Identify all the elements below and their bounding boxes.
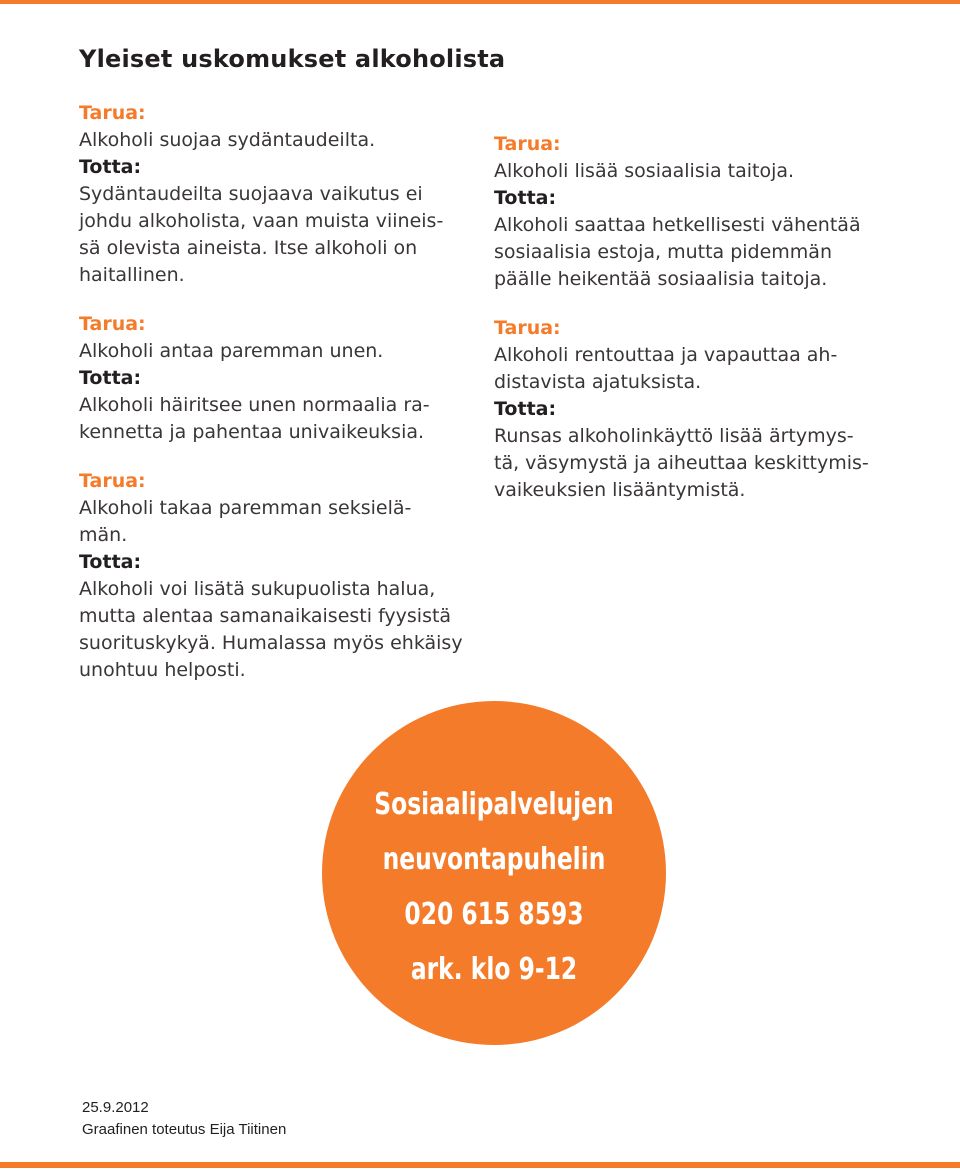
myth-label: Tarua: <box>79 313 146 335</box>
footer-date: 25.9.2012 <box>82 1099 149 1116</box>
fact-text: Alkoholi häiritsee unen normaalia ra- kennetta ja pahentaa univaikeuksia. <box>79 394 430 443</box>
fact-label: Totta: <box>79 551 142 573</box>
fact-text: Alkoholi saattaa hetkellisesti vähentää sosiaalisia estoja, mutta pidemmän päälle heikentää sosiaalisia taitoja. <box>494 214 861 290</box>
footer <box>82 1097 286 1141</box>
myth-text: Alkoholi antaa paremman unen. <box>79 340 384 362</box>
myth-label: Tarua: <box>494 133 561 155</box>
right-column <box>494 131 914 526</box>
callout-phone-number: 020 615 8593 <box>404 897 584 932</box>
helpline-callout-text <box>322 777 666 997</box>
fact-label: Totta: <box>79 156 142 178</box>
myth-text: Alkoholi rentouttaa ja vapauttaa ah- distavista ajatuksista. <box>494 344 838 393</box>
fact-label: Totta: <box>79 367 142 389</box>
myth-fact-block <box>494 131 914 293</box>
myth-fact-block <box>494 315 914 504</box>
myth-label: Tarua: <box>79 470 146 492</box>
myth-text: Alkoholi lisää sosiaalisia taitoja. <box>494 160 795 182</box>
top-accent-bar <box>0 0 960 4</box>
left-column <box>79 100 479 706</box>
myth-fact-block <box>79 468 479 684</box>
callout-hours: ark. klo 9-12 <box>410 952 578 987</box>
bottom-accent-bar <box>0 1162 960 1168</box>
fact-text: Sydäntaudeilta suojaava vaikutus ei johdu alkoholista, vaan muista viineis- sä olevista aineista. Itse alkoholi on haitallinen. <box>79 183 444 286</box>
callout-line-2: neuvontapuhelin <box>382 842 606 877</box>
fact-label: Totta: <box>494 187 557 209</box>
helpline-callout-circle <box>322 701 666 1045</box>
fact-text: Runsas alkoholinkäyttö lisää ärtymys- tä, väsymystä ja aiheuttaa keskittymis- vaikeuksien lisääntymistä. <box>494 425 869 501</box>
myth-label: Tarua: <box>494 317 561 339</box>
myth-label: Tarua: <box>79 102 146 124</box>
myth-text: Alkoholi takaa paremman seksielä- män. <box>79 497 412 546</box>
callout-line-1: Sosiaalipalvelujen <box>374 787 614 822</box>
myth-text: Alkoholi suojaa sydäntaudeilta. <box>79 129 376 151</box>
fact-text: Alkoholi voi lisätä sukupuolista halua, mutta alentaa samanaikaisesti fyysistä suorituskykyä. Humalassa myös ehkäisy unohtuu helposti. <box>79 578 463 681</box>
myth-fact-block <box>79 311 479 446</box>
page-title: Yleiset uskomukset alkoholista <box>79 45 506 73</box>
fact-label: Totta: <box>494 398 557 420</box>
myth-fact-block <box>79 100 479 289</box>
footer-credit: Graafinen toteutus Eija Tiitinen <box>82 1121 287 1138</box>
